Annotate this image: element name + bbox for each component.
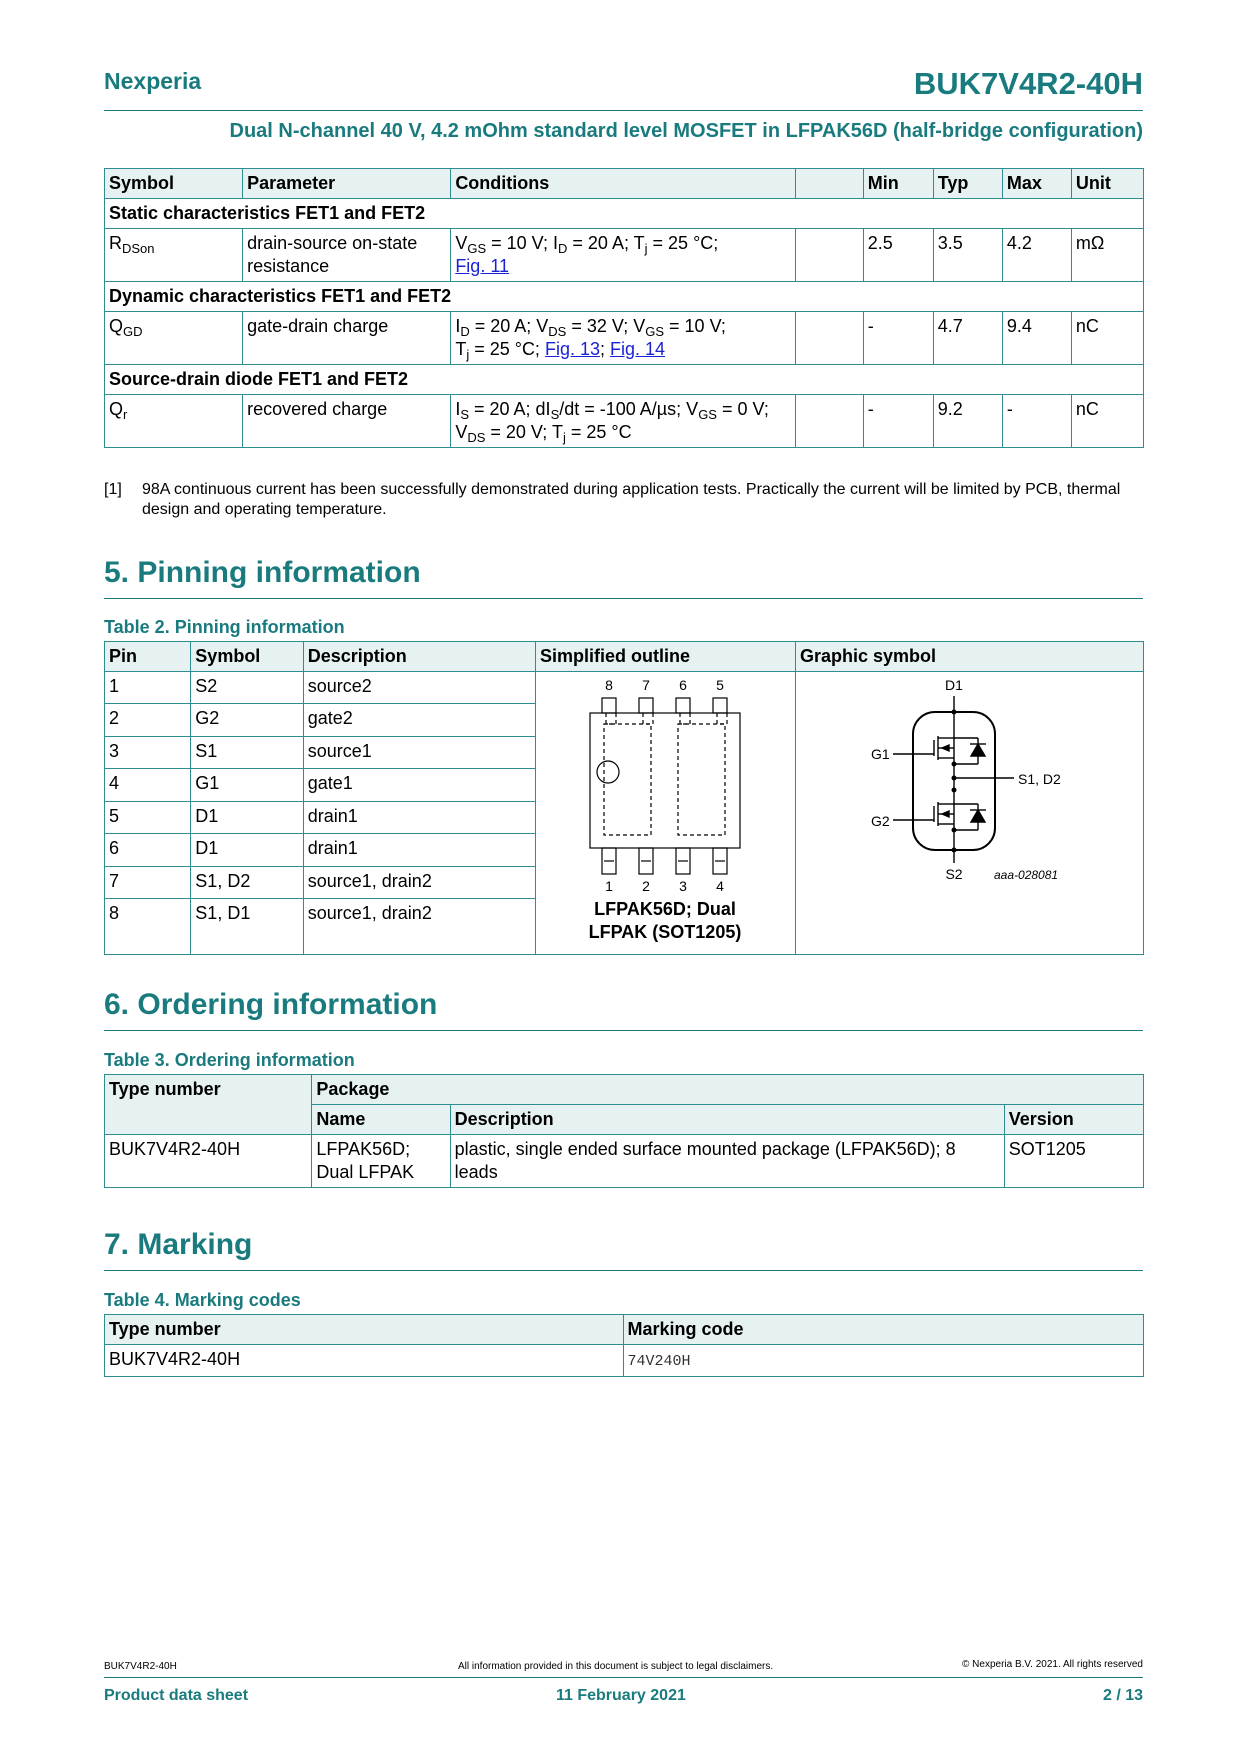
- cond-text: = 0 V;: [716, 399, 769, 419]
- package-outline-drawing: [536, 672, 795, 948]
- pin-cell: 8: [105, 899, 191, 955]
- pin-symbol-cell: S1, D2: [191, 866, 303, 898]
- marking-code-cell: [623, 1345, 1143, 1377]
- package-name-line2: LFPAK (SOT1205): [588, 922, 742, 942]
- col-header-name: Name: [312, 1105, 450, 1135]
- cond-sub: j: [466, 347, 470, 362]
- cond-text: = 20 A; V: [469, 316, 549, 336]
- section-rule: [104, 1270, 1143, 1271]
- pin-symbol-cell: S1: [191, 736, 303, 768]
- cond-text: V: [455, 233, 468, 253]
- cond-text: = 20 V; T: [485, 422, 563, 442]
- document-subtitle: Dual N-channel 40 V, 4.2 mOhm standard level MOSFET in LFPAK56D (half-bridge configuration): [229, 120, 1143, 142]
- fet2-arrow-icon: [942, 811, 949, 817]
- package-description-cell: plastic, single ended surface mounted package (LFPAK56D); 8 leads: [450, 1135, 1004, 1188]
- table-header-row: [105, 1075, 1144, 1105]
- table-row: [105, 229, 1144, 282]
- cond-text: I: [455, 316, 461, 336]
- cond-text: = 20 A; T: [567, 233, 645, 253]
- pin-cell: 7: [105, 866, 191, 898]
- unit-cell: nC: [1071, 395, 1143, 448]
- cond-text: V: [455, 422, 468, 442]
- col-header-symbol: Symbol: [191, 642, 303, 672]
- cond-sub: DS: [467, 430, 486, 445]
- graphic-symbol-cell: [795, 672, 1143, 955]
- min-cell: 2.5: [863, 229, 933, 282]
- conditions-cell: [451, 229, 795, 282]
- footer-date: 11 February 2021: [556, 1687, 686, 1704]
- pin-cell: 2: [105, 704, 191, 736]
- pin-symbol-cell: D1: [191, 834, 303, 866]
- pin-symbol-cell: S1, D1: [191, 899, 303, 955]
- table-header-row: [105, 642, 1144, 672]
- figure-link[interactable]: Fig. 14: [610, 339, 666, 359]
- cond-text: = 32 V; V: [566, 316, 646, 336]
- section-rule: [104, 1030, 1143, 1031]
- package-name-cell: LFPAK56D; Dual LFPAK: [312, 1135, 450, 1188]
- max-cell: 4.2: [1002, 229, 1071, 282]
- internal-pad: [643, 713, 653, 724]
- internal-pad: [606, 713, 616, 724]
- col-header-version: Version: [1004, 1105, 1143, 1135]
- blank-cell: [795, 395, 863, 448]
- min-cell: -: [863, 395, 933, 448]
- footer-disclaimer: All information provided in this document is subject to legal disclaimers.: [458, 1661, 774, 1672]
- pin-label: 3: [679, 878, 687, 894]
- top-lead: [639, 698, 653, 713]
- symbol-cell: [105, 312, 243, 365]
- package-name-line1: LFPAK56D; Dual: [594, 899, 736, 919]
- unit-cell: mΩ: [1071, 229, 1143, 282]
- cond-sub: D: [558, 241, 568, 256]
- outline-cell: [535, 672, 795, 955]
- terminal-label-g1: G1: [870, 746, 890, 762]
- pinning-table: [104, 641, 1144, 955]
- pin-cell: 4: [105, 769, 191, 801]
- cond-sub: GS: [645, 324, 665, 339]
- terminal-label-d1: D1: [945, 677, 963, 693]
- pin-cell: 1: [105, 672, 191, 704]
- cond-text: = 25 °C: [565, 422, 632, 442]
- die-pad-left: [604, 724, 651, 835]
- table-row: [105, 1345, 1144, 1377]
- table-caption-marking: Table 4. Marking codes: [104, 1290, 301, 1310]
- table-row: [105, 672, 1144, 704]
- symbol-main: Q: [109, 399, 124, 419]
- cond-text: I: [455, 399, 461, 419]
- fet1-arrow-icon: [942, 745, 949, 751]
- blank-cell: [795, 229, 863, 282]
- cond-sub: DS: [548, 324, 567, 339]
- pin-symbol-cell: G2: [191, 704, 303, 736]
- pin-symbol-cell: D1: [191, 801, 303, 833]
- header-rule: [104, 110, 1143, 111]
- symbol-sub: r: [123, 407, 128, 422]
- col-header-conditions: Conditions: [451, 169, 795, 199]
- type-number-cell: BUK7V4R2-40H: [105, 1135, 312, 1188]
- blank-cell: [795, 312, 863, 365]
- footnote-ref: [1]: [104, 481, 122, 498]
- section-title: Source-drain diode FET1 and FET2: [105, 365, 1144, 395]
- symbol-main: Q: [109, 316, 124, 336]
- junction-dot: [951, 828, 956, 833]
- col-header-description: Description: [303, 642, 535, 672]
- junction-dot: [951, 710, 956, 715]
- col-header-type-number: Type number: [105, 1315, 624, 1345]
- pin-label: 7: [642, 677, 650, 693]
- top-lead: [676, 698, 690, 713]
- figure-link[interactable]: Fig. 13: [544, 339, 600, 359]
- col-header-min: Min: [863, 169, 933, 199]
- cond-text: ;: [599, 339, 610, 359]
- parameter-cell: gate-drain charge: [243, 312, 451, 365]
- table-row: [105, 312, 1144, 365]
- pin-cell: 3: [105, 736, 191, 768]
- pin-label: 4: [716, 878, 724, 894]
- pin-label: 2: [642, 878, 650, 894]
- parameter-cell: drain-source on-state resistance: [243, 229, 451, 282]
- pin-description-cell: source2: [303, 672, 535, 704]
- col-header-marking-code: Marking code: [623, 1315, 1143, 1345]
- typ-cell: 4.7: [933, 312, 1002, 365]
- table-header-row: [105, 169, 1144, 199]
- col-header-unit: Unit: [1071, 169, 1143, 199]
- cond-sub: S: [550, 407, 560, 422]
- parameter-cell: recovered charge: [243, 395, 451, 448]
- package-body: [590, 713, 740, 848]
- symbol-main: R: [109, 233, 122, 253]
- internal-pad: [680, 713, 690, 724]
- cond-sub: D: [460, 324, 470, 339]
- max-cell: -: [1002, 395, 1071, 448]
- cond-sub: GS: [698, 407, 717, 422]
- pin-cell: 6: [105, 834, 191, 866]
- min-cell: -: [863, 312, 933, 365]
- unit-cell: nC: [1071, 312, 1143, 365]
- typ-cell: 3.5: [933, 229, 1002, 282]
- section-row-static: [105, 199, 1144, 229]
- footer-doc-type: Product data sheet: [104, 1687, 249, 1704]
- brand-name: Nexperia: [104, 68, 202, 94]
- col-header-pin: Pin: [105, 642, 191, 672]
- footer-rule: [104, 1677, 1143, 1678]
- cond-text: = 25 °C;: [469, 339, 545, 359]
- cond-sub: S: [460, 407, 469, 422]
- col-header-description: Description: [450, 1105, 1004, 1135]
- internal-pad: [717, 713, 727, 724]
- top-lead: [602, 698, 616, 713]
- cond-sub: j: [644, 241, 648, 256]
- page-number: 2 / 13: [1102, 1687, 1143, 1704]
- footer-copyright: © Nexperia B.V. 2021. All rights reserved: [962, 1659, 1143, 1670]
- max-cell: 9.4: [1002, 312, 1071, 365]
- cond-sub: GS: [467, 241, 487, 256]
- pin-symbol-cell: G1: [191, 769, 303, 801]
- pin-description-cell: gate2: [303, 704, 535, 736]
- die-pad-right: [678, 724, 725, 835]
- terminal-label-g2: G2: [870, 813, 890, 829]
- junction-dot: [951, 788, 956, 793]
- col-header-type-number: Type number: [105, 1075, 312, 1135]
- top-lead: [713, 698, 727, 713]
- symbol-cell: [105, 229, 243, 282]
- cond-text: /dt = -100 A/µs; V: [559, 399, 699, 419]
- version-cell: SOT1205: [1004, 1135, 1143, 1188]
- section-heading-pinning: 5. Pinning information: [104, 556, 421, 589]
- terminal-label-s1d2: S1, D2: [1017, 771, 1061, 787]
- section-title: Dynamic characteristics FET1 and FET2: [105, 282, 1144, 312]
- table-caption-ordering: Table 3. Ordering information: [104, 1050, 355, 1070]
- pin1-marker-icon: [597, 761, 619, 783]
- table-row: [105, 1135, 1144, 1188]
- pin-description-cell: source1: [303, 736, 535, 768]
- table-caption-pinning: Table 2. Pinning information: [104, 617, 345, 637]
- diode1-icon: [971, 744, 985, 756]
- pin-description-cell: gate1: [303, 769, 535, 801]
- pin-description-cell: source1, drain2: [303, 866, 535, 898]
- section-heading-marking: 7. Marking: [104, 1228, 253, 1261]
- table-row: [105, 395, 1144, 448]
- section-heading-ordering: 6. Ordering information: [104, 988, 438, 1021]
- section-row-diode: [105, 365, 1144, 395]
- col-header-blank: [795, 169, 863, 199]
- diode2-icon: [971, 810, 985, 822]
- section-row-dynamic: [105, 282, 1144, 312]
- pin-description-cell: source1, drain2: [303, 899, 535, 955]
- pin-label: 1: [605, 878, 613, 894]
- type-number-cell: BUK7V4R2-40H: [105, 1345, 624, 1377]
- col-header-max: Max: [1002, 169, 1071, 199]
- conditions-cell: [451, 395, 795, 448]
- cond-sub: j: [562, 430, 566, 445]
- symbol-cell: [105, 395, 243, 448]
- typ-cell: 9.2: [933, 395, 1002, 448]
- pin-description-cell: drain1: [303, 801, 535, 833]
- pin-label: 5: [716, 677, 724, 693]
- conditions-cell: [451, 312, 795, 365]
- junction-dot: [951, 776, 956, 781]
- drawing-reference: aaa-028081: [993, 868, 1059, 882]
- col-header-typ: Typ: [933, 169, 1002, 199]
- junction-dot: [951, 762, 956, 767]
- symbol-sub: GD: [123, 324, 143, 339]
- pin-description-cell: drain1: [303, 834, 535, 866]
- cond-text: = 10 V; I: [486, 233, 559, 253]
- cond-text: T: [455, 339, 467, 359]
- section-title: Static characteristics FET1 and FET2: [105, 199, 1144, 229]
- cond-text: = 25 °C;: [647, 233, 719, 253]
- marking-code-value: 74V240H: [627, 1353, 691, 1370]
- cond-text: = 20 A; dI: [469, 399, 551, 419]
- junction-dot: [951, 848, 956, 853]
- pin-label: 6: [679, 677, 687, 693]
- symbol-sub: DSon: [122, 241, 155, 256]
- pin-cell: 5: [105, 801, 191, 833]
- table-header-row: [105, 1315, 1144, 1345]
- col-header-parameter: Parameter: [243, 169, 451, 199]
- marking-table: [104, 1314, 1144, 1377]
- footnote-text: 98A continuous current has been successfully demonstrated during application tests. Practically the current will be limited by PCB, thermal design and operating temperature.: [142, 481, 1121, 518]
- figure-link[interactable]: Fig. 11: [455, 256, 510, 276]
- document-id: BUK7V4R2-40H: [913, 66, 1143, 101]
- ordering-table: [104, 1074, 1144, 1188]
- pin-label: 8: [605, 677, 613, 693]
- section-rule: [104, 598, 1143, 599]
- col-header-graphic: Graphic symbol: [795, 642, 1143, 672]
- col-header-outline: Simplified outline: [535, 642, 795, 672]
- col-header-symbol: Symbol: [105, 169, 243, 199]
- col-header-package: Package: [312, 1075, 1144, 1105]
- characteristics-table: [104, 168, 1144, 448]
- cond-text: = 10 V;: [664, 316, 726, 336]
- pin-symbol-cell: S2: [191, 672, 303, 704]
- half-bridge-symbol-drawing: [796, 672, 1143, 948]
- terminal-label-s2: S2: [945, 866, 963, 882]
- footer-doc-id: BUK7V4R2-40H: [104, 1661, 177, 1672]
